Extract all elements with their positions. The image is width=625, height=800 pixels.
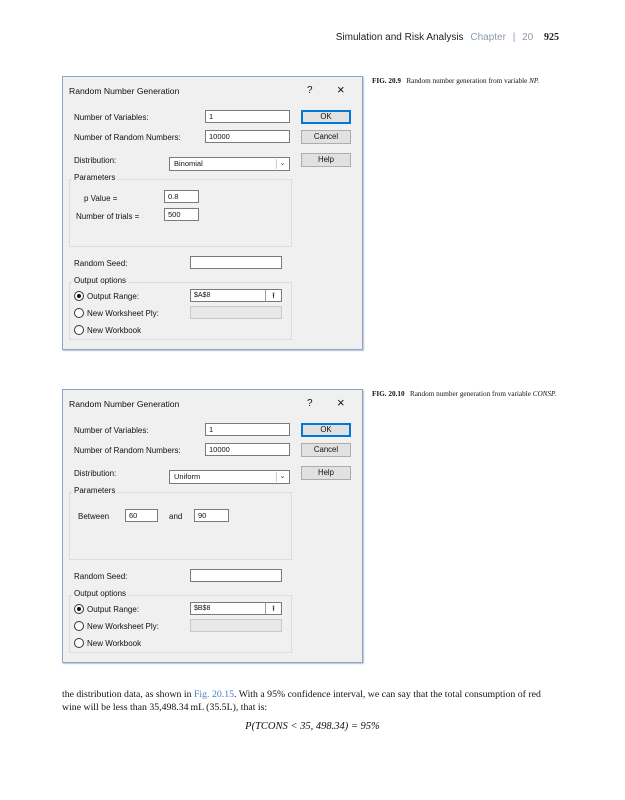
new-worksheet-input[interactable]: [190, 306, 282, 319]
num-random-input[interactable]: 10000: [205, 130, 290, 143]
chevron-down-icon: ⌄: [276, 159, 288, 169]
output-range-value: $B$8: [194, 605, 211, 612]
body-paragraph: [62, 688, 562, 714]
chapter-number: 20: [522, 32, 534, 43]
header-separator: |: [512, 32, 516, 43]
parameters-group: [69, 492, 292, 560]
ok-button[interactable]: OK: [301, 423, 351, 437]
random-seed-label: Random Seed:: [74, 572, 128, 581]
distribution-label: Distribution:: [74, 469, 117, 478]
new-workbook-radio[interactable]: [74, 638, 84, 648]
page-number: 925: [544, 32, 559, 43]
parameters-label: Parameters: [74, 173, 116, 182]
output-range-input[interactable]: [190, 289, 282, 302]
dialog-title: Random Number Generation: [69, 86, 180, 96]
output-range-value: $A$8: [194, 292, 211, 299]
random-seed-input[interactable]: [190, 256, 282, 269]
parameters-label: Parameters: [74, 486, 116, 495]
distribution-label: Distribution:: [74, 156, 117, 165]
close-icon[interactable]: ×: [337, 395, 345, 410]
chevron-down-icon: ⌄: [276, 472, 288, 482]
figure-caption: [372, 390, 562, 399]
new-worksheet-label: New Worksheet Ply:: [87, 622, 159, 631]
between-label: Between: [78, 512, 110, 521]
help-question-icon[interactable]: ?: [307, 85, 313, 96]
output-range-input[interactable]: [190, 602, 282, 615]
num-random-label: Number of Random Numbers:: [74, 446, 181, 455]
new-worksheet-radio[interactable]: [74, 621, 84, 631]
caption-text: Random number generation from variable: [409, 390, 531, 398]
num-variables-label: Number of Variables:: [74, 426, 149, 435]
ok-button[interactable]: OK: [301, 110, 351, 124]
new-workbook-radio[interactable]: [74, 325, 84, 335]
caption-label: FIG. 20.10: [372, 390, 405, 398]
equation: P(TCONS < 35, 498.34) = 95%: [245, 721, 380, 732]
random-number-dialog-uniform: [62, 389, 363, 663]
distribution-select[interactable]: [169, 470, 290, 484]
new-workbook-label: New Workbook: [87, 326, 142, 335]
p-value-label: p Value =: [84, 194, 118, 203]
help-button[interactable]: Help: [301, 153, 351, 167]
output-range-label: Output Range:: [87, 292, 140, 301]
random-seed-label: Random Seed:: [74, 259, 128, 268]
distribution-value: Binomial: [174, 159, 203, 168]
dialog-title: Random Number Generation: [69, 399, 180, 409]
figure-link[interactable]: Fig. 20.15: [193, 689, 234, 700]
num-random-input[interactable]: 10000: [205, 443, 290, 456]
cancel-button[interactable]: Cancel: [301, 443, 351, 457]
collapse-dialog-icon[interactable]: ⭱: [265, 603, 281, 614]
num-random-label: Number of Random Numbers:: [74, 133, 181, 142]
help-question-icon[interactable]: ?: [307, 398, 313, 409]
book-section: Simulation and Risk Analysis: [335, 32, 464, 43]
caption-text: Random number generation from variable: [406, 77, 528, 85]
chapter-label: Chapter: [470, 32, 506, 43]
collapse-dialog-icon[interactable]: ⭱: [265, 290, 281, 301]
p-value-input[interactable]: 0.8: [164, 190, 199, 203]
num-trials-input[interactable]: 500: [164, 208, 199, 221]
random-seed-input[interactable]: [190, 569, 282, 582]
running-header: [336, 32, 559, 43]
cancel-button[interactable]: Cancel: [301, 130, 351, 144]
caption-variable: NP.: [529, 77, 540, 85]
between-input[interactable]: 60: [125, 509, 158, 522]
new-workbook-label: New Workbook: [87, 639, 142, 648]
distribution-value: Uniform: [174, 472, 201, 481]
caption-variable: CONSP.: [532, 390, 557, 398]
help-button[interactable]: Help: [301, 466, 351, 480]
new-worksheet-input[interactable]: [190, 619, 282, 632]
close-icon[interactable]: ×: [337, 82, 345, 97]
new-worksheet-radio[interactable]: [74, 308, 84, 318]
new-worksheet-label: New Worksheet Ply:: [87, 309, 159, 318]
figure-caption: [372, 77, 562, 86]
num-variables-label: Number of Variables:: [74, 113, 149, 122]
num-variables-input[interactable]: 1: [205, 423, 290, 436]
and-input[interactable]: 90: [194, 509, 229, 522]
output-options-label: Output options: [74, 589, 127, 598]
random-number-dialog-binomial: [62, 76, 363, 350]
num-trials-label: Number of trials =: [76, 212, 140, 221]
caption-label: FIG. 20.9: [372, 77, 401, 85]
distribution-select[interactable]: [169, 157, 290, 171]
output-range-label: Output Range:: [87, 605, 140, 614]
output-options-label: Output options: [74, 276, 127, 285]
and-label: and: [169, 512, 183, 521]
output-range-radio[interactable]: [74, 291, 84, 301]
body-text-start: the distribution data, as shown in: [62, 689, 194, 700]
output-range-radio[interactable]: [74, 604, 84, 614]
num-variables-input[interactable]: 1: [205, 110, 290, 123]
body-text-end: . With a 95% confidence interval, we can say that the total consumption of red wine will be less than 35,498.34 mL (35.5L), that is:: [62, 689, 541, 713]
